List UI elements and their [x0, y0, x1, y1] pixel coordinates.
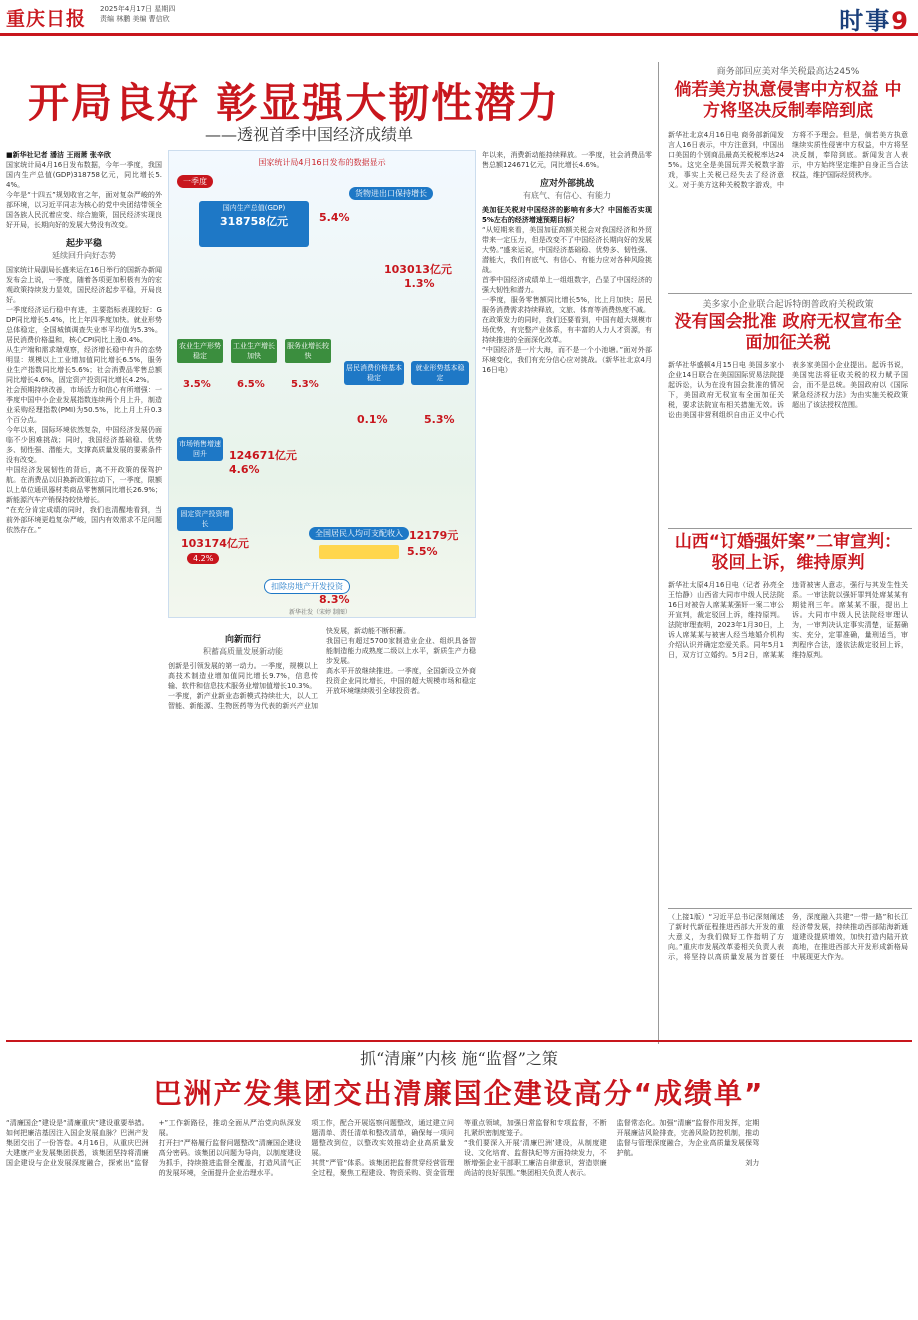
- retail-card: 市场销售增速回升: [177, 437, 223, 461]
- para: 国家统计局副局长盛来运在16日举行的国新办新闻发布会上说，一季度，随着各项更加积极有为的宏观政策持续发力显效，国民经济起步平稳，开局良好。: [6, 266, 162, 304]
- para: 高水平开放继续推进。一季度，全国新设立外商投资企业同比增长，中国的超大规模市场和稳定开放环境继续吸引全球投资者。: [326, 667, 476, 695]
- article-title: 倘若美方执意侵害中方权益 中方将坚决反制奉陪到底: [674, 80, 902, 121]
- para: 我国已有超过5700家制造业企业、组织具备智能制造能力成熟度二级以上水平，新质生产力稳步发展。: [326, 637, 476, 665]
- article-body: 新华社北京4月16日电 商务部新闻发言人16日表示，中方注意到，中国出口美国的个别商品最高关税税率达245%。这完全是美国玩弄关税数字游戏，事实上关税已经失去了经济意义。对于美方这种关税数字游戏，中方将不予理会。但是，倘若美方执意继续实质性侵害中方权益，中方将坚决反制，奉陪到底。新闻发言人表示，中方始终坚定维护自身正当合法权益，维护国际经贸秩序。: [668, 131, 908, 189]
- subhead-sub: 积蓄高质量发展新动能: [203, 647, 283, 656]
- para: 在政策发力的同时，我们还要看到，中国有超大规模市场优势，有完整产业体系，有丰富的人力人才资源，有持续推进的全面深化改革。: [482, 316, 652, 344]
- trade-value: 103013亿元: [384, 263, 452, 276]
- main-subtitle: ——透视首季中国经济成绩单: [205, 125, 414, 142]
- realestate-rate: 8.3%: [319, 593, 350, 606]
- service-card: 服务业增长较快: [285, 339, 331, 363]
- retail-rate: 4.6%: [229, 463, 260, 476]
- masthead: [0, 0, 918, 36]
- gdp-label: 国内生产总值(GDP): [222, 204, 286, 212]
- industry-rate: 6.5%: [237, 379, 265, 390]
- byline: ■新华社记者 潘洁 王雨萧 张辛欣: [6, 151, 111, 159]
- para: 监督常态化。加强“清廉”监督作用发挥，定期开展廉洁风险排查，完善风险防控机制，推动监督与管理深度融合，为企业高质量发展保驾护航。: [616, 1119, 760, 1157]
- section-separator: [6, 1040, 912, 1042]
- rule: [668, 528, 912, 529]
- para: 其贯“严管”体系。该集团把监督贯穿经营管理全过程，聚焦工程建设、物资采购、资金管理等重点领域，加强日常监督和专项监督，不断扎紧织密制度笼子。: [311, 1119, 607, 1177]
- section-name: 时事: [839, 7, 892, 35]
- subhead: 向新而行: [224, 635, 261, 645]
- para: “我们要深入开展‘清廉巴洲’建设，从制度建设、文化培育、监督执纪等方面持续发力，不断增强企业干部职工廉洁自律意识，营造崇廉尚洁的良好氛围。”集团相关负责人表示。: [463, 1139, 607, 1177]
- agri-card: 农业生产形势稳定: [177, 339, 223, 363]
- income-label: 全国居民人均可支配收入: [309, 527, 409, 540]
- para: 今年以来，国际环境依然复杂，中国经济发展仍面临不少困难挑战；同时，我国经济基础稳、优势多、韧性强、潜能大，支撑高质量发展的要素条件没有改变。: [6, 426, 162, 464]
- page-number: 9: [891, 7, 910, 35]
- para: 年以来，消费新动能持续释放。一季度，社会消费品零售总额124671亿元，同比增长4.6%。: [482, 151, 652, 169]
- author: 刘力: [745, 1159, 760, 1167]
- income-bar: [319, 545, 399, 559]
- bottom-headline: 巴洲产发集团交出清廉国企建设高分“成绩单”: [153, 1077, 765, 1110]
- credit: 新华社发（宋婷 制图）: [289, 609, 351, 616]
- kicker: 美多家小企业联合起诉特朗普政府关税政策: [702, 300, 874, 309]
- para: “清廉国企”建设是“清廉重庆”建设重要举措。如何把廉洁基因注入国企发展血脉？巴洲产发集团交出了一份答卷。4月16日，从重庆巴洲大建康产业发展集团获悉，该集团坚持将清廉国企建设与企业发展深度融合，探索出“监督+”工作新路径，推动全面从严治党向纵深发展。: [6, 1119, 302, 1167]
- infographic: [168, 150, 476, 618]
- info-banner: 国家统计局4月16日发布的数据显示: [258, 158, 386, 167]
- para: 中国经济发展韧性的背后，离不开政策的保驾护航。在消费品以旧换新政策拉动下，一季度，限额以上单位通讯器材类商品零售额同比增长26.9%；新能源汽车产销保持较快增长。: [6, 466, 162, 504]
- article-body: （上接1版）“习近平总书记深刻阐述了新时代新征程推进西部大开发的重大意义，为我们做好工作指明了方向。”重庆市发展改革委相关负责人表示，将坚持以高质量发展为首要任务，深度融入共建“一带一路”和长江经济带发展，持续推动西部陆海新通道建设提质增效，加快打造内陆开放高地，在推进西部大开发形成新格局中展现更大作为。: [668, 913, 908, 961]
- agri-rate: 3.5%: [183, 379, 211, 390]
- gdp-rate: 5.4%: [319, 211, 350, 224]
- para: 一季度经济运行稳中有进，主要指标表现较好：GDP同比增长5.4%，比上年四季度加快。就业形势总体稳定，全国城镇调查失业率平均值为5.3%。居民消费价格温和，核心CPI同比上涨0.4%。: [6, 306, 162, 344]
- job-rate: 5.3%: [424, 413, 455, 426]
- cpi-card: 居民消费价格基本稳定: [344, 361, 404, 385]
- gdp-value: 318758亿元: [220, 215, 288, 228]
- realestate-label: 扣除房地产开发投资: [264, 579, 350, 594]
- retail-value: 124671亿元: [229, 449, 297, 462]
- article-body: 新华社华盛顿4月15日电 美国多家小企业14日联合在美国国际贸易法院提起诉讼，认为在没有国会批准的情况下，美国政府无权宣布全面加征关税，要求法院宣布相关措施无效。诉讼由美国非营利组织自由正义中心代表多家美国小企业提出。起诉书说，美国宪法将征收关税的权力赋予国会，而不是总统。美国政府以《国际紧急经济权力法》为由实施关税政策超出了该法授权范围。: [668, 361, 908, 419]
- para: 美加征关税对中国经济的影响有多大？中国能否实现5%左右的经济增速预期目标？: [482, 206, 652, 224]
- editors: 责编 林鹏 美编 曹信欣: [100, 15, 170, 23]
- divider: [658, 62, 659, 1044]
- rule: [668, 908, 912, 909]
- main-headline: 开局良好 彰显强大韧性潜力: [28, 79, 561, 122]
- para: 项工作，配合开展巡察问题整改，通过建立问题清单、责任清单和整改清单，确保每一项问题整改到位，以整改实效推动企业高质量发展。: [311, 1119, 454, 1157]
- rule: [668, 293, 912, 294]
- invest-rate: 4.2%: [187, 553, 219, 564]
- service-rate: 5.3%: [291, 379, 319, 390]
- issue-meta: [100, 4, 175, 24]
- invest-value: 103174亿元: [181, 537, 249, 550]
- industry-card: 工业生产增长加快: [231, 339, 277, 363]
- income-value: 12179元: [409, 529, 459, 542]
- trade-rate: 1.3%: [404, 277, 435, 290]
- para: 打开扫“严格履行监督问题整改”清廉国企建设高分密码。该集团以问题为导向，以制度建设为抓手，持续推进监督全覆盖，打造风清气正的发展环境，全面提升企业治理水平。: [158, 1139, 302, 1177]
- article-body: 新华社太原4月16日电（记者 孙亮全 王怡静）山西省大同市中级人民法院16日对被告人席某某强奸一案二审公开宣判，裁定驳回上诉，维持原判。法院审理查明，2023年1月30日，上诉人席某某与被害人经当地婚介机构介绍认识并确定恋爱关系。同年5月1日，双方订立婚约。5月2日，席某某违背被害人意志，强行与其发生性关系。一审法院以强奸罪判处席某某有期徒刑三年。席某某不服，提出上诉。大同市中级人民法院经审理认为，一审判决认定事实清楚，证据确实、充分，定罪准确，量刑适当，审判程序合法，遂依法裁定驳回上诉，维持原判。: [668, 581, 908, 659]
- para: 国家统计局4月16日发布数据，今年一季度，我国国内生产总值(GDP)318758亿元，同比增长5.4%。: [6, 161, 162, 189]
- para: 从生产端和需求端观察，经济增长稳中有升的态势明显：规模以上工业增加值同比增长6.5%，服务业生产指数同比增长5.6%；社会消费品零售总额同比增长4.6%，固定资产投资同比增长4.2%。: [6, 346, 162, 384]
- main-article-left: [6, 150, 162, 1050]
- article-title: 山西“订婚强奸案”二审宣判：驳回上诉，维持原判: [674, 532, 902, 573]
- para: “从短期来看，美国加征高额关税会对我国经济和外贸带来一定压力，但是改变不了中国经济长期向好的发展大势。”盛来运说，中国经济基础稳、优势多、韧性强、潜能大，我们有底气、有信心、有能力应对各种风险挑战。: [482, 226, 652, 274]
- para: 今年是“十四五”规划收官之年，面对复杂严峻的外部环境，以习近平同志为核心的党中央团结带领全国各族人民沉着应变、综合施策，国民经济实现良好开局，长期向好的发展大势没有改变。: [6, 191, 162, 229]
- para: 社会预期持续改善，市场活力和信心有所增强：一季度中国中小企业发展指数连续两个月上升，制造业采购经理指数(PMI)为50.5%，比上月上升0.3个百分点。: [6, 386, 162, 424]
- article-title: 没有国会批准 政府无权宣布全面加征关税: [674, 312, 902, 353]
- para: 创新是引领发展的第一动力。一季度，规模以上高技术制造业增加值同比增长9.7%，信息传输、软件和信息技术服务业增加值增长10.3%。: [168, 662, 318, 690]
- para: 一季度，新产业新业态新模式持续壮大，以人工智能、新能源、生物医药等为代表的新兴产业加快发展，新动能不断积蓄。: [168, 627, 410, 710]
- bottom-kicker: 抓“清廉”内核 施“监督”之策: [360, 1049, 558, 1068]
- cpi-rate: 0.1%: [357, 413, 388, 426]
- section-title: [839, 1, 910, 36]
- info-tag: 一季度: [177, 175, 213, 188]
- subhead-sub: 延续回升向好态势: [52, 251, 116, 260]
- invest-card: 固定资产投资增长: [177, 507, 233, 531]
- para: “在充分肯定成绩的同时，我们也清醒地看到，当前外部环境更趋复杂严峻，国内有效需求不足问题依然存在。”: [6, 506, 162, 534]
- subhead: 应对外部挑战: [539, 179, 594, 189]
- bottom-article: [6, 1118, 912, 1314]
- job-card: 就业形势基本稳定: [411, 361, 469, 385]
- issue-date: 2025年4月17日 星期四: [100, 5, 176, 13]
- trade-label: 货物进出口保持增长: [349, 187, 433, 200]
- main-article-lower: [168, 626, 476, 1046]
- gdp-card: [199, 201, 309, 247]
- subhead-sub: 有底气、有信心、有能力: [523, 191, 611, 200]
- main-article-right: [482, 150, 652, 1050]
- income-rate: 5.5%: [407, 545, 438, 558]
- subhead: 起步平稳: [65, 239, 102, 249]
- para: 一季度，服务零售额同比增长5%，比上月加快；居民服务消费需求持续释放，文旅、体育等消费热度不减。: [482, 296, 652, 314]
- para: 首季中国经济成绩单上一组组数字，凸显了中国经济的强大韧性和潜力。: [482, 276, 652, 294]
- kicker: 商务部回应美对华关税最高达245%: [716, 67, 860, 76]
- newspaper-logo: 重庆日报: [6, 8, 87, 30]
- para: “中国经济是一片大海，而不是一个小池塘。”面对外部环境变化，我们有充分信心应对挑战。（新华社北京4月16日电）: [482, 346, 652, 374]
